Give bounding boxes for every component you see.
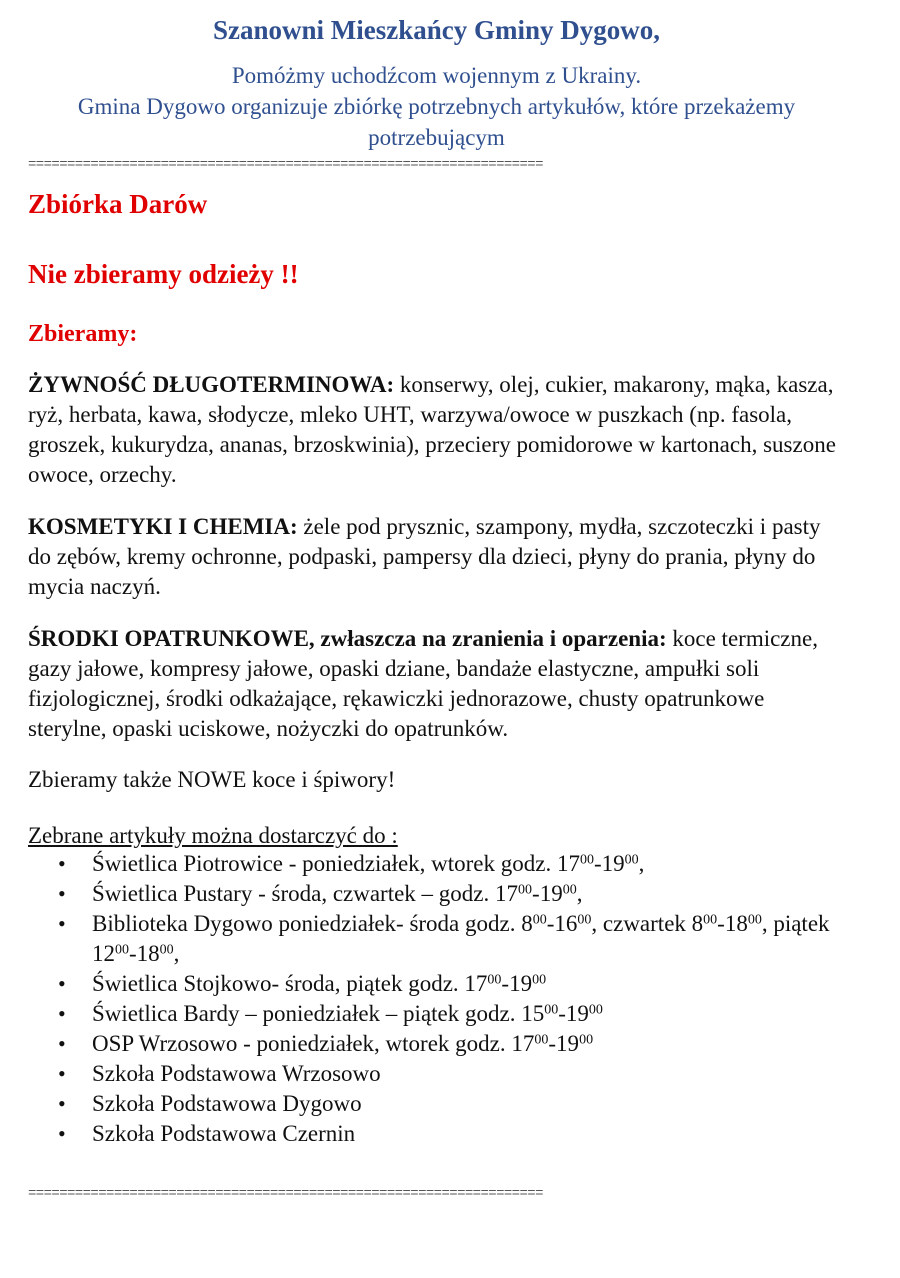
location-text: Świetlica Piotrowice - poniedziałek, wtorek godz. 17	[92, 851, 580, 876]
location-text: -18	[129, 941, 160, 966]
location-sp-dygowo	[28, 1089, 848, 1119]
location-text: , czwartek 8	[591, 911, 704, 936]
intro-line-2: Gmina Dygowo organizuje zbiórkę potrzebnych artykułów, które przekażemy potrzebującym	[77, 94, 796, 150]
location-text: Szkoła Podstawowa Czernin	[92, 1121, 356, 1146]
time-minutes: 00	[532, 972, 547, 988]
location-text: -19	[548, 1031, 580, 1056]
location-text: -19	[501, 971, 533, 996]
time-minutes: 00	[115, 942, 129, 958]
time-minutes: 00	[588, 1002, 603, 1018]
location-sp-wrzosowo	[28, 1059, 848, 1089]
heading-collecting: Zbieramy:	[28, 321, 138, 347]
location-pustary	[28, 879, 848, 909]
location-text: ,	[173, 941, 180, 966]
category-cosmetics-items: żele pod prysznic, szampony, mydła, szczoteczki i pasty do zębów, kremy ochronne, podpaski, pampersy dla dzieci, płyny do prania, płyny do mycia naczyń.	[28, 514, 821, 599]
category-food-label: ŻYWNOŚĆ DŁUGOTERMINOWA:	[28, 372, 395, 397]
location-text: -19	[558, 1001, 589, 1026]
location-text: -16	[546, 911, 578, 936]
heading-zbiorka: Zbiórka Darów	[28, 189, 208, 219]
location-piotrowice	[28, 849, 848, 879]
heading-no-clothes: Nie zbieramy odzieży !!	[28, 259, 299, 289]
bullet-icon: •	[58, 881, 66, 906]
bullet-icon: •	[58, 1061, 66, 1086]
category-cosmetics	[28, 512, 846, 602]
location-bardy	[28, 999, 848, 1029]
bullet-icon: •	[58, 1091, 66, 1116]
location-sp-czernin	[28, 1119, 848, 1149]
location-text: , piątek 12	[92, 911, 830, 966]
time-minutes: 00	[518, 882, 533, 898]
location-text: -19	[593, 851, 625, 876]
page-title: Szanowni Mieszkańcy Gminy Dygowo,	[212, 15, 661, 45]
location-text: Świetlica Stojkowo- środa, piątek godz. 17	[92, 971, 488, 996]
time-minutes: 00	[577, 912, 592, 928]
location-text: OSP Wrzosowo - poniedziałek, wtorek godz. 17	[92, 1031, 535, 1056]
category-cosmetics-label: KOSMETYKI I CHEMIA:	[28, 514, 298, 539]
bullet-icon: •	[58, 851, 66, 876]
category-medical-label: ŚRODKI OPATRUNKOWE, zwłaszcza na zranienia i oparzenia:	[28, 626, 667, 651]
location-biblioteka	[28, 909, 848, 969]
bullet-icon: •	[58, 1001, 66, 1026]
time-minutes: 00	[534, 1032, 549, 1048]
time-minutes: 00	[579, 1032, 594, 1048]
location-text: -18	[717, 911, 748, 936]
category-medical-items: koce termiczne, gazy jałowe, kompresy jałowe, opaski dziane, bandaże elastyczne, ampułki soli fizjologicznej, środki odkażające, rękawiczki jednorazowe, chusty opatrunkowe sterylne, opaski uciskowe, nożyczki do opatrunków.	[28, 626, 818, 741]
intro-line-1: Pomóżmy uchodźcom wojennym z Ukrainy.	[231, 63, 642, 88]
time-minutes: 00	[747, 912, 762, 928]
time-minutes: 00	[703, 912, 718, 928]
bullet-icon: •	[58, 971, 66, 996]
location-text: ,	[638, 851, 645, 876]
delivery-heading: Zebrane artykuły można dostarczyć do :	[28, 823, 398, 848]
time-minutes: 00	[159, 942, 174, 958]
location-text: Szkoła Podstawowa Dygowo	[92, 1091, 362, 1116]
location-text: ,	[576, 881, 583, 906]
location-text: -19	[532, 881, 563, 906]
time-minutes: 00	[544, 1002, 559, 1018]
separator-bottom: ==================================================================	[28, 1187, 543, 1201]
bullet-icon: •	[58, 911, 66, 936]
location-stojkowo	[28, 969, 848, 999]
location-text: Biblioteka Dygowo poniedziałek- środa godz. 8	[92, 911, 533, 936]
time-minutes: 00	[532, 912, 547, 928]
blankets-note: Zbieramy także NOWE koce i śpiwory!	[28, 767, 396, 792]
time-minutes: 00	[487, 972, 502, 988]
category-food	[28, 370, 846, 490]
category-food-items: konserwy, olej, cukier, makarony, mąka, kasza, ryż, herbata, kawa, słodycze, mleko UHT, warzywa/owoce w puszkach (np. fasola, groszek, kukurydza, ananas, brzoskwinia), przeciery pomidorowe w kartonach, suszone owoce, orzechy.	[28, 372, 836, 487]
location-text: Świetlica Pustary - środa, czwartek – godz. 17	[92, 881, 519, 906]
delivery-locations-list	[28, 849, 848, 1149]
bullet-icon: •	[58, 1031, 66, 1056]
time-minutes: 00	[579, 852, 594, 868]
time-minutes: 00	[624, 852, 639, 868]
separator-top: ==================================================================	[28, 158, 543, 172]
location-text: Szkoła Podstawowa Wrzosowo	[92, 1061, 381, 1086]
intro-text	[20, 60, 853, 153]
category-medical	[28, 624, 846, 744]
time-minutes: 00	[562, 882, 577, 898]
bullet-icon: •	[58, 1121, 66, 1146]
location-osp-wrzosowo	[28, 1029, 848, 1059]
location-text: Świetlica Bardy – poniedziałek – piątek godz. 15	[92, 1001, 545, 1026]
